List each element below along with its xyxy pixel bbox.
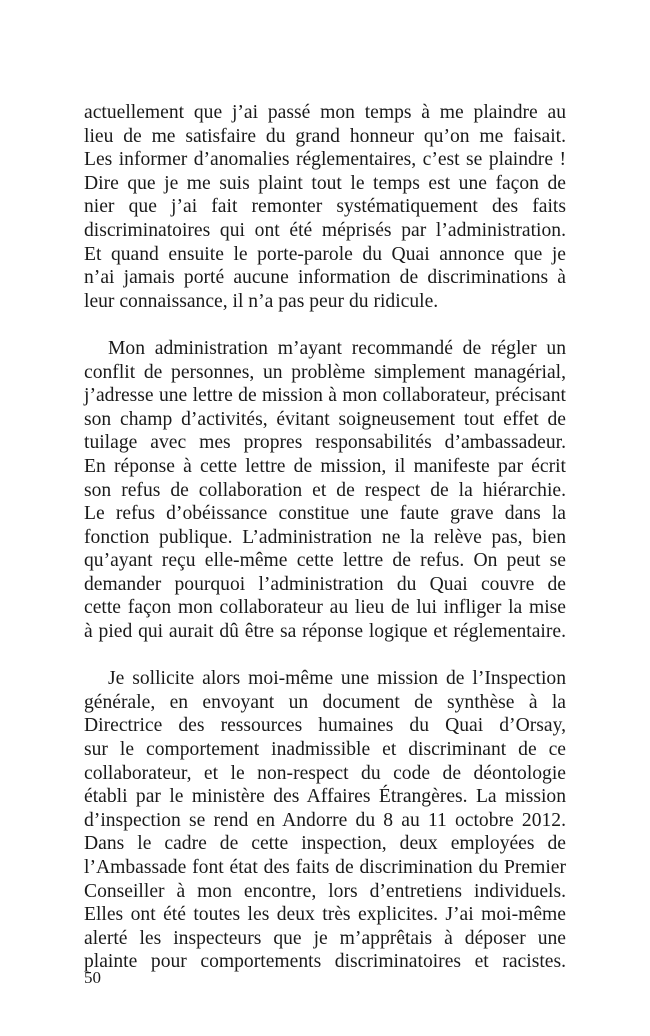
text-line: Je sollicite alors moi-même une mission de l’Inspection	[108, 668, 566, 690]
text-line: tuilage avec mes propres responsabilités d’ambassadeur.	[84, 432, 566, 454]
text-line: l’Ambassade font état des faits de discrimination du Premier	[84, 857, 566, 878]
page-number: 50	[84, 968, 101, 987]
text-line: collaborateur, et le non-respect du code de déontologie	[84, 762, 566, 784]
text-line: leur connaissance, il n’a pas peur du ridicule.	[84, 290, 439, 312]
text-line: son refus de collaboration et de respect de la hiérarchie.	[84, 479, 566, 501]
text-line: fonction publique. L’administration ne la relève pas, bien	[84, 526, 566, 548]
paragraph-spacer	[84, 644, 566, 668]
text-line: Mon administration m’ayant recommandé de régler un	[108, 337, 566, 359]
paragraph-2	[84, 337, 566, 644]
text-line: actuellement que j’ai passé mon temps à me plaindre au	[84, 102, 566, 123]
text-line: établi par le ministère des Affaires Étrangères. La mission	[84, 786, 566, 808]
text-line: d’inspection se rend en Andorre du 8 au 11 octobre 2012.	[84, 809, 566, 831]
paragraph-1	[84, 101, 566, 313]
text-line: à pied qui aurait dû être sa réponse logique et réglementaire.	[84, 621, 566, 643]
text-line: Les informer d’anomalies réglementaires, c’est se plaindre !	[84, 149, 566, 171]
paragraph-spacer	[84, 313, 566, 337]
text-line: conflit de personnes, un problème simplement managérial,	[84, 361, 566, 383]
text-line: n’ai jamais porté aucune information de discriminations à	[84, 267, 566, 289]
text-line: sur le comportement inadmissible et discriminant de ce	[84, 739, 566, 761]
text-line: Conseiller à mon encontre, lors d’entretiens individuels.	[84, 880, 566, 902]
text-line: demander pourquoi l’administration du Quai couvre de	[84, 573, 566, 595]
text-line: plainte pour comportements discriminatoires et racistes.	[84, 951, 566, 973]
text-line: lieu de me satisfaire du grand honneur qu’on me faisait.	[84, 125, 566, 147]
text-line: qu’ayant reçu elle-même cette lettre de refus. On peut se	[84, 550, 566, 572]
text-line: alerté les inspecteurs que je m’apprêtais à déposer une	[84, 927, 566, 949]
text-line: discriminatoires qui ont été méprisés par l’administration.	[84, 219, 566, 241]
text-line: Elles ont été toutes les deux très explicites. J’ai moi-même	[84, 904, 566, 926]
text-line: j’adresse une lettre de mission à mon collaborateur, précisant	[84, 385, 566, 407]
text-line: Dire que je me suis plaint tout le temps est une façon de	[84, 172, 566, 194]
text-line: Dans le cadre de cette inspection, deux employées de	[84, 833, 566, 855]
paragraph-3	[84, 667, 566, 974]
text-line: En réponse à cette lettre de mission, il manifeste par écrit	[84, 455, 566, 477]
text-line: Et quand ensuite le porte-parole du Quai annonce que je	[84, 243, 566, 265]
text-line: Le refus d’obéissance constitue une faute grave dans la	[84, 503, 566, 525]
page-body	[84, 101, 566, 974]
text-line: son champ d’activités, évitant soigneusement tout effet de	[84, 408, 566, 430]
text-line: générale, en envoyant un document de synthèse à la	[84, 691, 566, 713]
text-line: nier que j’ai fait remonter systématiquement des faits	[84, 196, 566, 218]
text-line: Directrice des ressources humaines du Quai d’Orsay,	[84, 715, 566, 737]
text-line: cette façon mon collaborateur au lieu de lui infliger la mise	[84, 597, 566, 619]
